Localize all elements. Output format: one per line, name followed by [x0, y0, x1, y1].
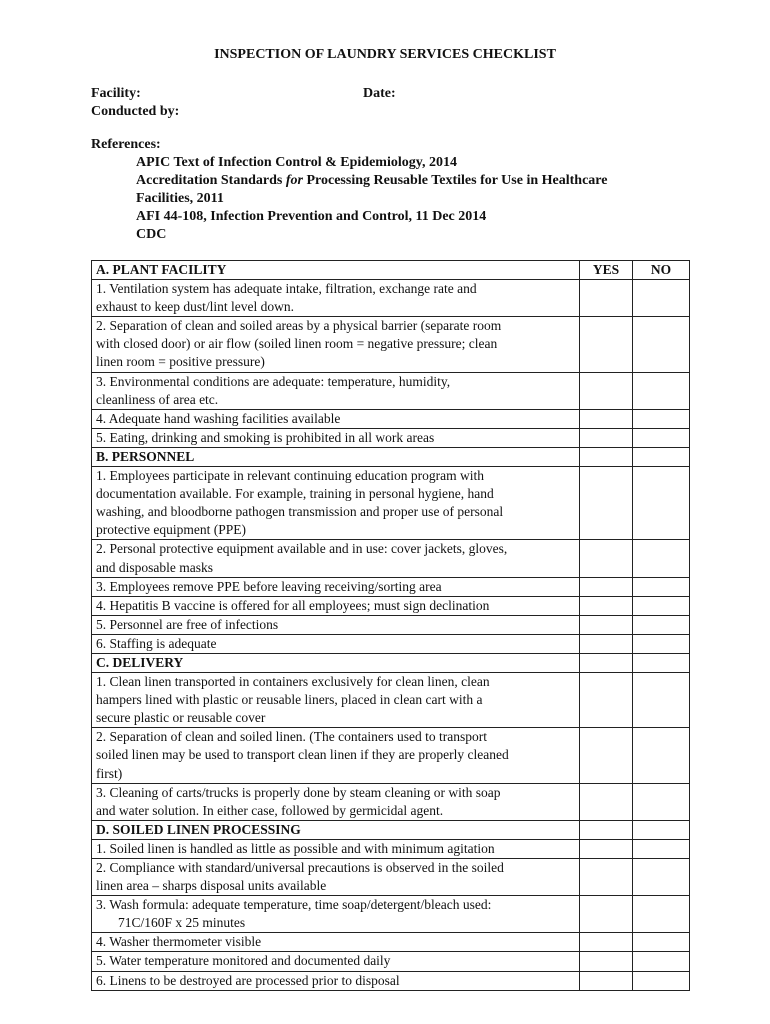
- no-checkbox-cell[interactable]: [633, 428, 690, 447]
- item-line: 5. Water temperature monitored and documented daily: [96, 953, 391, 969]
- item-line: first): [96, 765, 123, 781]
- yes-checkbox-cell[interactable]: [580, 428, 633, 447]
- item-text: [92, 615, 580, 634]
- item-line: and water solution. In either case, followed by germicidal agent.: [96, 802, 444, 818]
- item-line: 2. Personal protective equipment available and in use: cover jackets, gloves,: [96, 541, 508, 557]
- checklist-item: [92, 372, 690, 409]
- references-label: References:: [91, 137, 161, 152]
- item-text: [92, 280, 580, 317]
- yes-checkbox-cell[interactable]: [580, 728, 633, 783]
- yes-checkbox-cell[interactable]: [580, 933, 633, 952]
- section-heading: B. PERSONNEL: [92, 447, 580, 466]
- no-cell[interactable]: [633, 653, 690, 672]
- yes-checkbox-cell[interactable]: [580, 971, 633, 990]
- item-line: 3. Employees remove PPE before leaving receiving/sorting area: [96, 578, 442, 594]
- no-checkbox-cell[interactable]: [633, 859, 690, 896]
- checklist-item: [92, 971, 690, 990]
- item-line: 1. Soiled linen is handled as little as possible and with minimum agitation: [96, 840, 495, 856]
- item-line: 5. Personnel are free of infections: [96, 616, 279, 632]
- yes-checkbox-cell[interactable]: [580, 577, 633, 596]
- item-line: with closed door) or air flow (soiled linen room = negative pressure; clean: [96, 336, 498, 352]
- no-header: NO: [633, 261, 690, 280]
- item-line: 3. Wash formula: adequate temperature, time soap/detergent/bleach used:: [96, 897, 492, 913]
- item-line: 4. Adequate hand washing facilities available: [96, 410, 341, 426]
- yes-header: YES: [580, 261, 633, 280]
- item-line: hampers lined with plastic or reusable liners, placed in clean cart with a: [96, 692, 483, 708]
- section-row: [92, 447, 690, 466]
- item-line: 71C/160F x 25 minutes: [118, 915, 246, 931]
- item-text: [92, 971, 580, 990]
- reference-accreditation-part2: Processing Reusable Textiles for Use in Healthcare: [302, 173, 608, 188]
- item-line: soiled linen may be used to transport clean linen if they are properly cleaned: [96, 747, 509, 763]
- yes-checkbox-cell[interactable]: [580, 859, 633, 896]
- no-checkbox-cell[interactable]: [633, 372, 690, 409]
- no-cell[interactable]: [633, 820, 690, 839]
- section-heading: D. SOILED LINEN PROCESSING: [92, 820, 580, 839]
- yes-checkbox-cell[interactable]: [580, 467, 633, 540]
- checklist-item: [92, 933, 690, 952]
- checklist-item: [92, 577, 690, 596]
- item-line: 1. Employees participate in relevant continuing education program with: [96, 468, 485, 484]
- item-text: [92, 317, 580, 372]
- item-text: [92, 409, 580, 428]
- date-label: Date:: [363, 86, 396, 101]
- item-line: cleanliness of area etc.: [96, 391, 219, 407]
- yes-checkbox-cell[interactable]: [580, 615, 633, 634]
- item-line: washing, and bloodborne pathogen transmission and proper use of personal: [96, 504, 504, 520]
- no-checkbox-cell[interactable]: [633, 280, 690, 317]
- yes-cell[interactable]: [580, 447, 633, 466]
- reference-afi: AFI 44-108, Infection Prevention and Control, 11 Dec 2014: [136, 209, 487, 224]
- item-text: [92, 933, 580, 952]
- checklist-item: [92, 428, 690, 447]
- checklist-item: [92, 673, 690, 728]
- checklist-item: [92, 896, 690, 933]
- yes-checkbox-cell[interactable]: [580, 634, 633, 653]
- item-text: [92, 372, 580, 409]
- item-line: linen room = positive pressure): [96, 354, 265, 370]
- item-text: [92, 467, 580, 540]
- no-checkbox-cell[interactable]: [633, 615, 690, 634]
- yes-cell[interactable]: [580, 653, 633, 672]
- no-checkbox-cell[interactable]: [633, 409, 690, 428]
- item-line: 5. Eating, drinking and smoking is prohibited in all work areas: [96, 429, 435, 445]
- item-line: linen area – sharps disposal units available: [96, 878, 327, 894]
- section-row: [92, 653, 690, 672]
- yes-checkbox-cell[interactable]: [580, 372, 633, 409]
- item-line: 2. Compliance with standard/universal precautions is observed in the soiled: [96, 860, 504, 875]
- checklist-item: [92, 467, 690, 540]
- no-checkbox-cell[interactable]: [633, 952, 690, 971]
- checklist-item: [92, 634, 690, 653]
- item-text: [92, 952, 580, 971]
- yes-checkbox-cell[interactable]: [580, 596, 633, 615]
- item-text: [92, 673, 580, 728]
- no-checkbox-cell[interactable]: [633, 317, 690, 372]
- reference-accreditation-italic: for: [285, 173, 303, 188]
- item-text: [92, 728, 580, 783]
- no-checkbox-cell[interactable]: [633, 577, 690, 596]
- references-block: [91, 136, 607, 244]
- section-heading: A. PLANT FACILITY: [92, 261, 580, 280]
- yes-cell[interactable]: [580, 820, 633, 839]
- checklist-item: [92, 783, 690, 820]
- item-line: protective equipment (PPE): [96, 522, 246, 538]
- item-line: 2. Separation of clean and soiled areas by a physical barrier (separate room: [96, 318, 502, 334]
- item-line: secure plastic or reusable cover: [96, 710, 266, 726]
- yes-checkbox-cell[interactable]: [580, 952, 633, 971]
- checklist-item: [92, 615, 690, 634]
- item-line: 3. Environmental conditions are adequate: temperature, humidity,: [96, 373, 451, 389]
- item-text: [92, 634, 580, 653]
- yes-checkbox-cell[interactable]: [580, 839, 633, 858]
- checklist-item: [92, 317, 690, 372]
- yes-checkbox-cell[interactable]: [580, 673, 633, 728]
- facility-label: Facility:: [91, 86, 141, 101]
- checklist-table: [91, 260, 690, 991]
- item-line: documentation available. For example, training in personal hygiene, hand: [96, 486, 494, 502]
- no-checkbox-cell[interactable]: [633, 634, 690, 653]
- checklist-body: [92, 261, 690, 991]
- item-text: [92, 896, 580, 933]
- yes-checkbox-cell[interactable]: [580, 317, 633, 372]
- item-line: 4. Washer thermometer visible: [96, 934, 262, 950]
- no-checkbox-cell[interactable]: [633, 673, 690, 728]
- item-line: 1. Clean linen transported in containers exclusively for clean linen, clean: [96, 674, 490, 690]
- no-checkbox-cell[interactable]: [633, 783, 690, 820]
- item-text: [92, 783, 580, 820]
- section-row: [92, 820, 690, 839]
- item-line: 1. Ventilation system has adequate intake, filtration, exchange rate and: [96, 281, 477, 297]
- item-line: 3. Cleaning of carts/trucks is properly done by steam cleaning or with soap: [96, 784, 501, 800]
- reference-apic: APIC Text of Infection Control & Epidemiology, 2014: [136, 155, 457, 170]
- no-checkbox-cell[interactable]: [633, 933, 690, 952]
- no-checkbox-cell[interactable]: [633, 971, 690, 990]
- item-text: [92, 428, 580, 447]
- item-line: 4. Hepatitis B vaccine is offered for all employees; must sign declination: [96, 597, 490, 613]
- checklist-item: [92, 596, 690, 615]
- no-checkbox-cell[interactable]: [633, 839, 690, 858]
- no-cell[interactable]: [633, 447, 690, 466]
- section-row: [92, 261, 690, 280]
- no-checkbox-cell[interactable]: [633, 540, 690, 577]
- checklist-item: [92, 728, 690, 783]
- item-line: 6. Staffing is adequate: [96, 635, 217, 651]
- page-title: INSPECTION OF LAUNDRY SERVICES CHECKLIST: [214, 47, 556, 62]
- item-line: exhaust to keep dust/lint level down.: [96, 299, 294, 315]
- checklist-item: [92, 952, 690, 971]
- no-checkbox-cell[interactable]: [633, 896, 690, 933]
- reference-accreditation: [91, 172, 607, 190]
- item-line: 2. Separation of clean and soiled linen. (The containers used to transport: [96, 729, 488, 745]
- no-checkbox-cell[interactable]: [633, 467, 690, 540]
- reference-accreditation-part1: Accreditation Standards: [136, 173, 286, 188]
- item-line: and disposable masks: [96, 559, 213, 575]
- item-text: [92, 596, 580, 615]
- yes-checkbox-cell[interactable]: [580, 783, 633, 820]
- checklist-item: [92, 409, 690, 428]
- no-checkbox-cell[interactable]: [633, 596, 690, 615]
- checklist-item: [92, 540, 690, 577]
- yes-checkbox-cell[interactable]: [580, 409, 633, 428]
- item-text: [92, 859, 580, 896]
- checklist-item: [92, 859, 690, 896]
- checklist-item: [92, 839, 690, 858]
- item-line: 6. Linens to be destroyed are processed prior to disposal: [96, 972, 400, 988]
- section-heading: C. DELIVERY: [92, 653, 580, 672]
- yes-checkbox-cell[interactable]: [580, 540, 633, 577]
- conducted-by-label: Conducted by:: [91, 104, 180, 119]
- item-text: [92, 577, 580, 596]
- reference-accreditation-cont: Facilities, 2011: [136, 191, 224, 206]
- yes-checkbox-cell[interactable]: [580, 896, 633, 933]
- no-checkbox-cell[interactable]: [633, 728, 690, 783]
- item-text: [92, 839, 580, 858]
- reference-cdc: CDC: [136, 227, 167, 242]
- yes-checkbox-cell[interactable]: [580, 280, 633, 317]
- item-text: [92, 540, 580, 577]
- checklist-item: [92, 280, 690, 317]
